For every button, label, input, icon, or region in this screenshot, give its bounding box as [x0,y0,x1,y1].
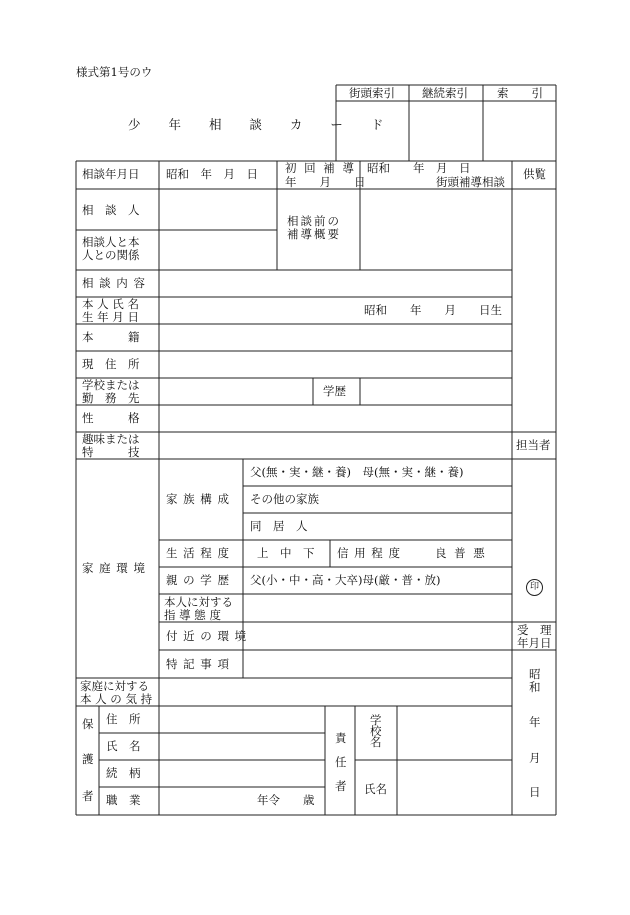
character-label: 性 格 [82,411,140,425]
special-label: 特 記 事 項 [166,657,230,671]
index-street: 街頭索引 [349,86,395,100]
guardian-ho: 保 [82,717,94,731]
month-vertical: 月 [529,751,541,765]
guardian-job-label: 職 業 [106,793,141,807]
showa-vertical: 昭 和 [529,667,541,694]
address-label: 現 住 所 [82,357,140,371]
responsible-name-label: 氏名 [364,782,387,796]
hobby-label: 趣味または 特 技 [82,432,140,459]
content-label: 相 談 内 容 [82,276,146,290]
consult-date-showa: 昭和 年 月 日 [166,167,258,181]
guardian-go: 護 [82,752,94,766]
guardian-age-label: 年令 歳 [257,793,315,807]
name-birth-label: 本 人 氏 名 生 年 月 日 [82,297,139,324]
responsible-seki: 責 [335,731,347,745]
relation-label: 相談人と本 人との関係 [82,235,140,262]
family-env-label: 家 庭 環 境 [82,561,146,575]
first-guidance-showa: 昭和 年 月 日 [367,161,471,175]
received-label: 受 理 年月日 [517,623,552,650]
responsible-nin: 任 [335,755,347,769]
family-structure-label: 家 族 構 成 [166,492,230,506]
credit-label: 信 用 程 度 [337,546,401,560]
consultant-label: 相 談 人 [82,203,140,217]
consult-date-label: 相談年月日 [82,167,140,181]
first-guidance-label: 初 回 補 導 [285,161,356,175]
year-vertical: 年 [529,715,541,729]
day-vertical: 日 [529,785,541,799]
parent-edu-value: 父(小・中・高・大卒)母(厳・普・放) [250,573,441,587]
in-charge-label: 担当者 [516,438,551,452]
family-cohabit: 同 居 人 [250,519,308,533]
birth-showa: 昭和 年 月 日生 [364,303,502,317]
guardian-address-label: 住 所 [106,712,141,726]
first-guidance-date: 年 月 日 [285,175,366,189]
street-guidance-label: 街頭補導相談 [436,175,505,189]
index-continued: 継続索引 [422,86,468,100]
guardian-name-label: 氏 名 [106,739,141,753]
seal-mark: 印 [526,579,543,596]
index-main: 索 引 [497,86,543,100]
attitude-label: 本人に対する 指 導 態 度 [164,595,233,622]
domicile-label: 本 籍 [82,330,140,344]
school-label: 学校または 勤 務 先 [82,378,140,405]
guardian-relation-label: 続 柄 [106,766,141,780]
prior-summary-label: 相談前の 補導概要 [287,214,341,241]
living-label: 生 活 程 度 [166,546,230,560]
family-parents: 父(無・実・継・養) 母(無・実・継・養) [250,465,464,479]
credit-levels: 良 普 悪 [435,546,487,560]
family-feel-label: 家庭に対する 本 人 の 気 持 [80,679,153,706]
family-others: その他の家族 [250,492,319,506]
responsible-school-label: 学 校 名 [370,713,382,749]
education-label: 学歴 [323,384,346,398]
living-levels: 上 中 下 [257,546,315,560]
parent-edu-label: 親 の 学 歴 [166,573,230,587]
guardian-sha: 者 [82,789,94,803]
form-id: 様式第1号のウ [76,65,153,79]
neighborhood-label: 付 近 の 環 境 [166,629,248,643]
view-label: 供覧 [523,167,546,181]
responsible-sha: 者 [335,779,347,793]
page-title: 少 年 相 談 カ ー ド [128,117,396,132]
